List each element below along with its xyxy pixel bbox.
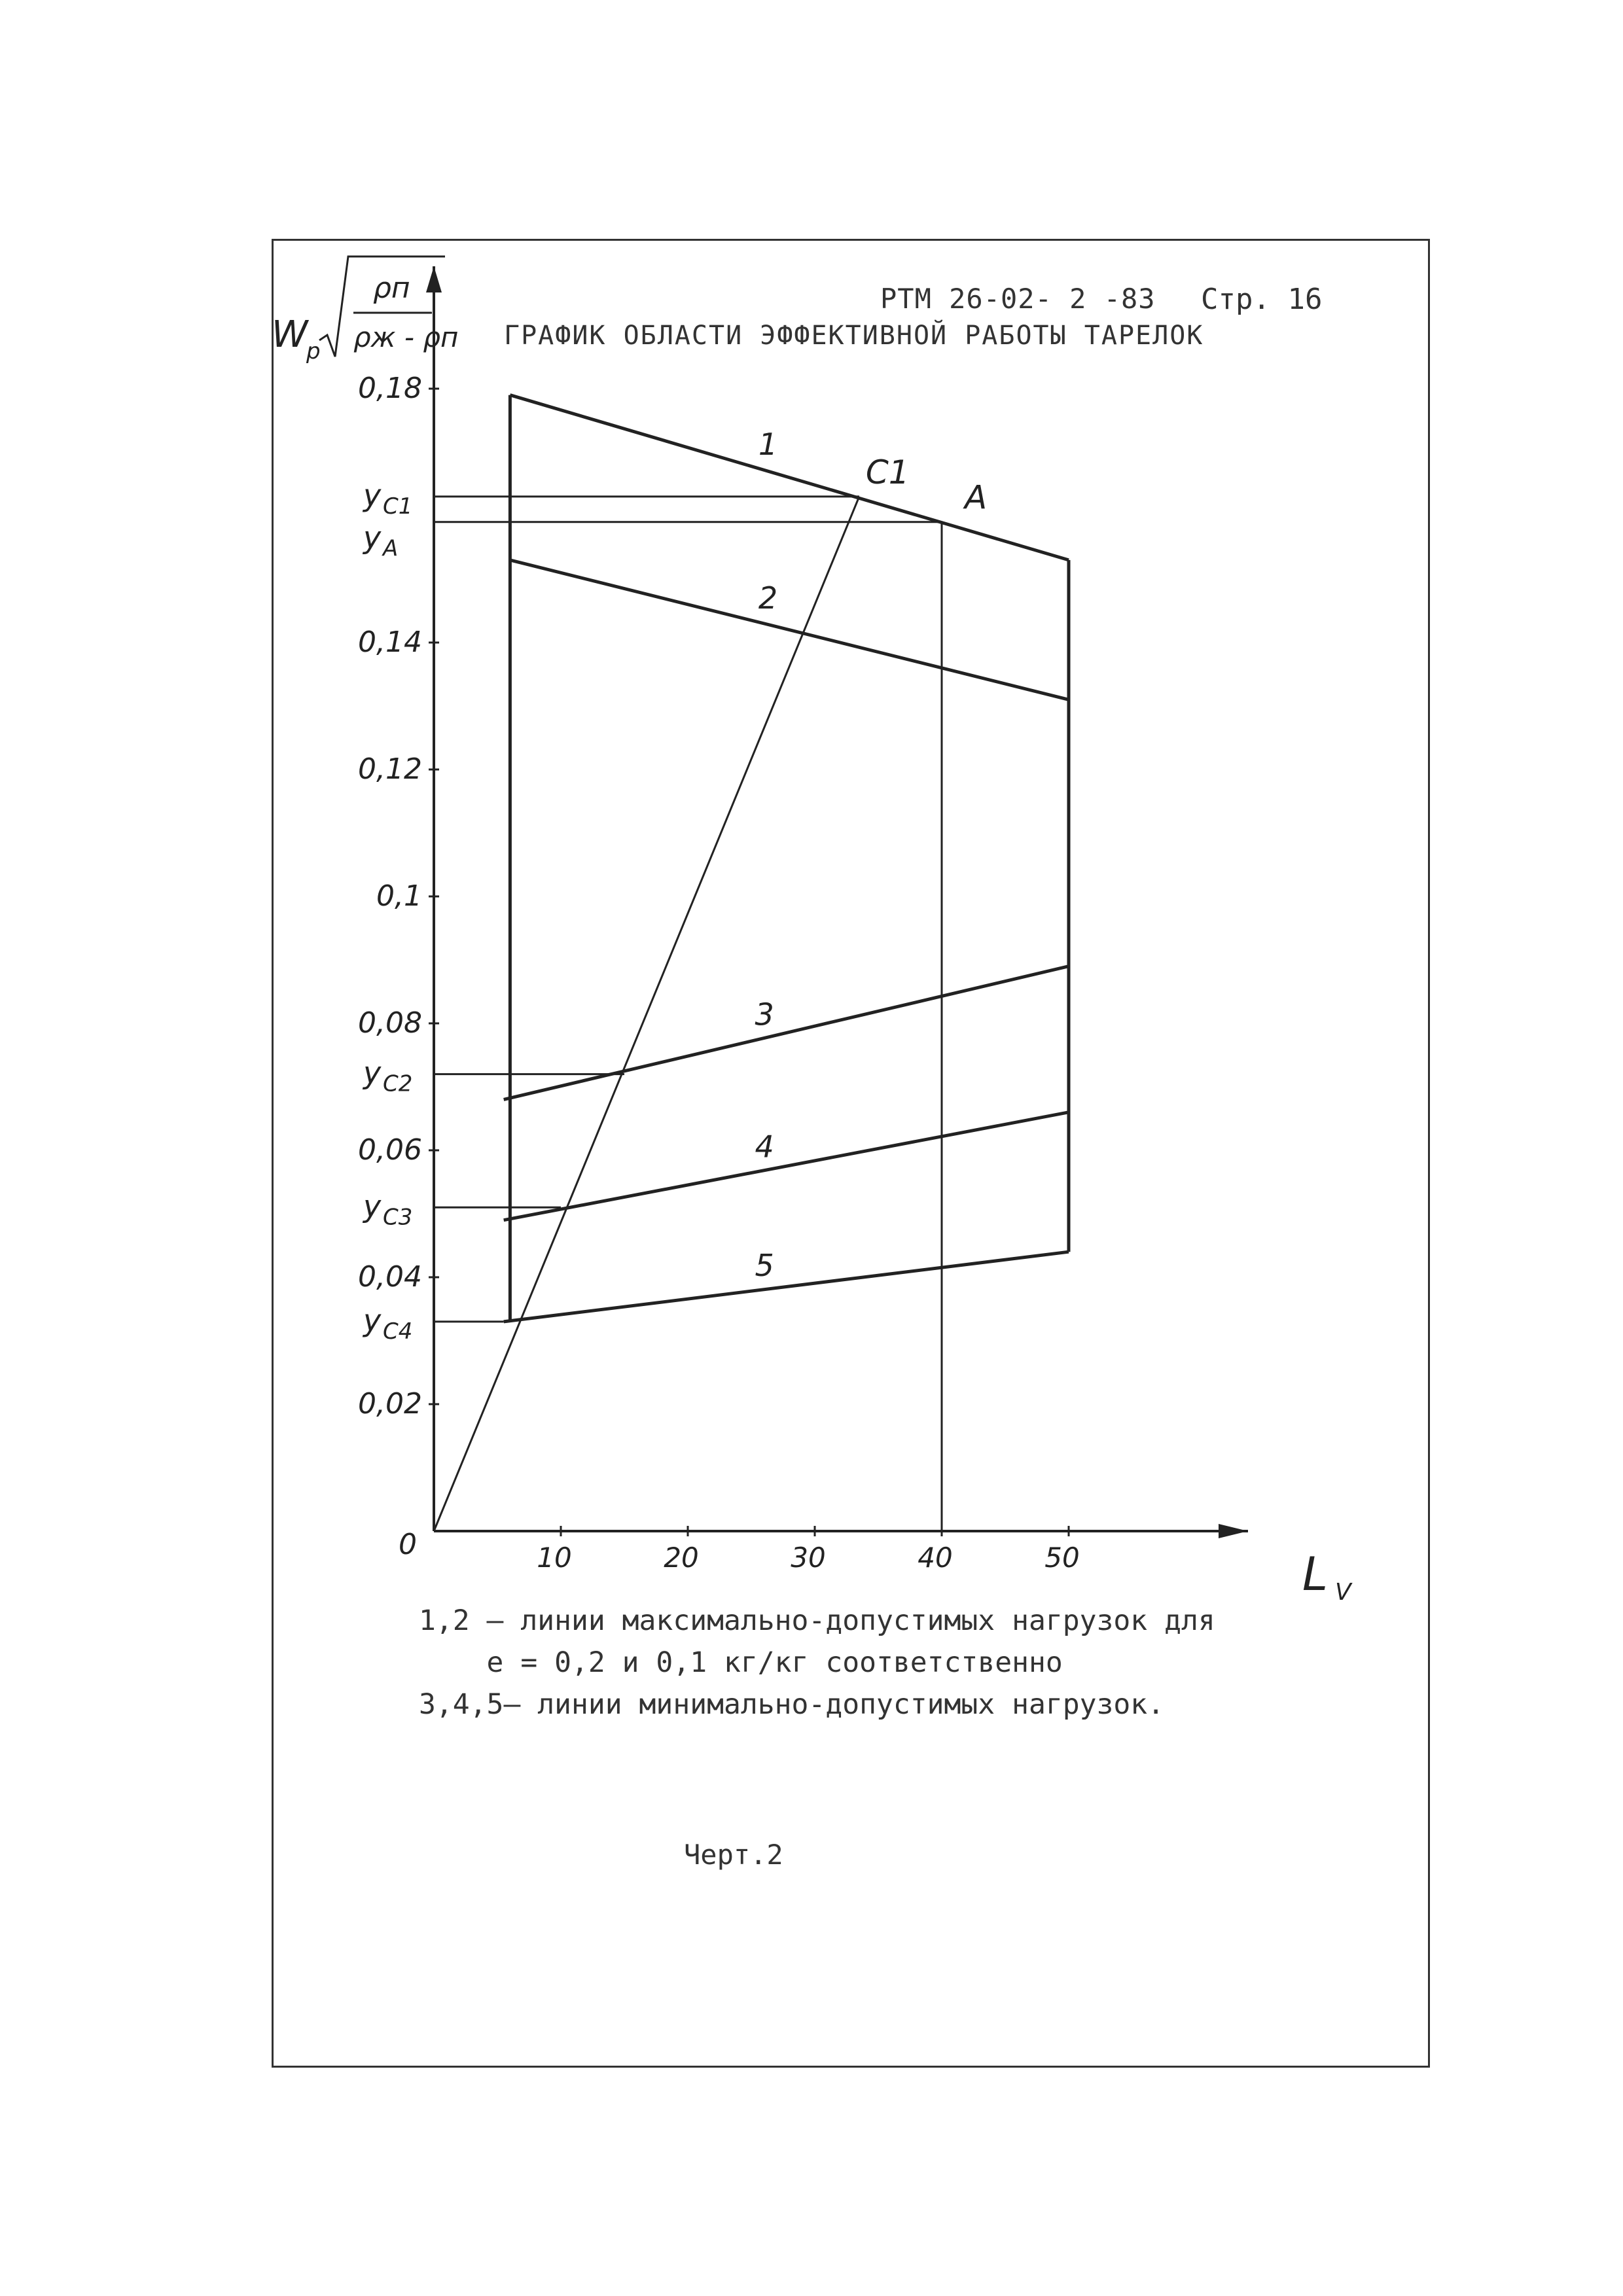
x-tick-label: 50 — [1044, 1542, 1080, 1574]
series-line-5 — [504, 1252, 1069, 1322]
ref-label-yc3: y — [363, 1188, 382, 1224]
series-label-1: 1 — [758, 427, 778, 463]
ref-label-yc4: y — [363, 1302, 382, 1338]
legend — [419, 1600, 1215, 1725]
y-tick-label: 0,04 — [358, 1260, 422, 1294]
ref-label-sub-yc3: C3 — [383, 1204, 413, 1231]
x-tick-label: 20 — [664, 1542, 699, 1574]
density-diff: ρж - ρп — [353, 321, 459, 353]
x-tick-label: 10 — [537, 1542, 572, 1574]
y-tick-label: 0,02 — [358, 1387, 422, 1421]
series-line-3 — [504, 966, 1069, 1100]
series-line-1 — [510, 395, 1069, 560]
construction-line — [434, 497, 859, 1531]
axes — [426, 266, 1248, 1538]
series-line-2 — [510, 560, 1069, 699]
document-code: РТМ 26-02- 2 -83 — [880, 283, 1156, 315]
x-tick-label: 30 — [791, 1542, 826, 1574]
ref-label-sub-yc2: C2 — [383, 1070, 413, 1097]
y-tick-label: 0,14 — [358, 626, 422, 659]
y-tick-label: 0,12 — [358, 752, 422, 786]
ref-label-sub-ya: A — [383, 535, 399, 562]
y-axis-label-sub: p — [306, 338, 321, 364]
y-tick-label: 0,06 — [358, 1133, 422, 1167]
legend-line-2: е = 0,2 и 0,1 кг/кг соответственно — [419, 1646, 1063, 1679]
y-tick-label: 0,1 — [376, 879, 422, 913]
x-axis-label-sub: V — [1335, 1579, 1351, 1606]
point-label-a: A — [965, 478, 988, 517]
series-label-5: 5 — [755, 1247, 774, 1283]
series-label-2: 2 — [758, 580, 778, 616]
x-axis-arrow — [1219, 1524, 1248, 1538]
density-vapor: ρп — [373, 272, 410, 305]
point-label-c1: C1 — [865, 453, 910, 491]
y-tick-label: 0,08 — [358, 1006, 422, 1040]
y-axis-arrow — [426, 266, 442, 292]
legend-line-3: 3,4,5– линии минимально-допустимых нагрузок. — [419, 1688, 1165, 1721]
ref-label-sub-yc1: C1 — [383, 493, 413, 520]
series-lines — [504, 395, 1069, 1322]
drawing-number: Черт.2 — [684, 1839, 783, 1871]
page-number: Стр. 16 — [1201, 283, 1323, 316]
ref-label-ya: y — [363, 520, 382, 556]
x-tick-label: 40 — [918, 1542, 953, 1574]
y-axis-label-w: W — [272, 313, 308, 356]
series-label-3: 3 — [755, 997, 774, 1033]
series-line-4 — [504, 1112, 1069, 1220]
ticks — [358, 372, 1080, 1574]
origin-label: 0 — [399, 1528, 417, 1561]
x-axis-label: L — [1302, 1547, 1328, 1601]
chart-title: ГРАФИК ОБЛАСТИ ЭФФЕКТИВНОЙ РАБОТЫ ТАРЕЛОК — [504, 321, 1204, 351]
ref-label-sub-yc4: C4 — [383, 1318, 413, 1345]
y-tick-label: 0,18 — [358, 372, 422, 405]
ref-label-yc1: y — [363, 477, 382, 513]
series-label-4: 4 — [755, 1129, 774, 1165]
ref-label-yc2: y — [363, 1055, 382, 1091]
legend-line-1: 1,2 – линии максимально-допустимых нагрузок для — [419, 1604, 1215, 1637]
